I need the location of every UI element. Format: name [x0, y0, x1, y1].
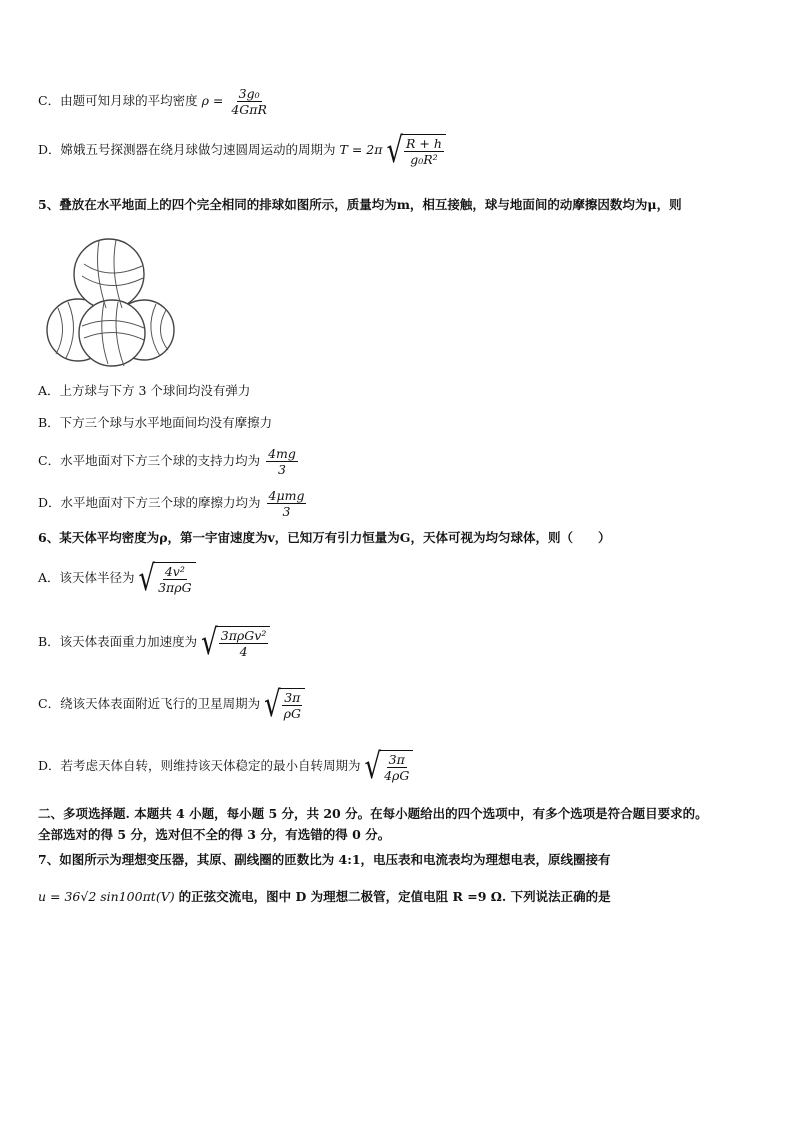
fraction: $\frac{4mg}{3}$ [268, 446, 296, 477]
q5-option-a: A．上方球与下方 3 个球间均没有弹力 [38, 383, 251, 398]
volleyball-front [79, 300, 145, 366]
sqrt-expression: √ $\frac{\text{3πρGv²}}{4}$ [201, 626, 270, 659]
fraction: $\frac{\text{3πρGv²}}{4}$ [220, 628, 267, 659]
q5-option-b: B．下方三个球与水平地面间均没有摩擦力 [38, 415, 273, 430]
q5-option-d: D．水平地面对下方三个球的摩擦力均为 $\frac{\text{4μmg}}{3}$ [38, 488, 305, 519]
q6-option-c: C．绕该天体表面附近飞行的卫星周期为 √ $\frac{3\pi}{\rho G}$ [38, 688, 305, 721]
q7-stem-continued: u = 36√2 sin100πt(V) 的正弦交流电，图中 D 为理想二极管，定值电阻 R =9 Ω. 下列说法正确的是 [38, 889, 611, 904]
q4-option-c: C．由题可知月球的平均密度 ρ = $\frac{\text{3g₀}}{\text{4GπR}}$ [38, 86, 267, 117]
q7-stem: 7、如图所示为理想变压器，其原、副线圈的匝数比为 4:1，电压表和电流表均为理想电表，原线圈接有 [38, 852, 611, 867]
section-2-instructions-line2: 全部选对的得 5 分，选对但不全的得 3 分，有选错的得 0 分。 [38, 827, 391, 842]
fraction: $\frac{\text{4μmg}}{3}$ [268, 488, 305, 519]
sqrt-expression: √ $\frac{\text{4v²}}{\text{3πρG}}$ [139, 562, 196, 595]
q6-stem: 6、某天体平均密度为ρ，第一宇宙速度为v，已知万有引力恒量为G，天体可视为均匀球体，则（ ） [38, 530, 611, 545]
fraction: $\frac{\text{4v²}}{\text{3πρG}}$ [158, 564, 192, 595]
sqrt-expression: √ $\frac{3\pi}{\rho G}$ [264, 688, 305, 721]
q5-option-c: C．水平地面对下方三个球的支持力均为 $\frac{4mg}{3}$ [38, 446, 296, 477]
volleyball-top [74, 239, 144, 309]
q7-voltage-formula: u = 36√2 sin100πt(V) [38, 889, 175, 904]
fraction: $\frac{R + h}{\text{g₀R²}}$ [406, 136, 442, 167]
q6-option-b: B．该天体表面重力加速度为 √ $\frac{\text{3πρGv²}}{4}$ [38, 626, 270, 659]
section-2-instructions-line1: 二、多项选择题. 本题共 4 小题，每小题 5 分，共 20 分。在每小题给出的四个选项中，有多个选项是符合题目要求的。 [38, 806, 708, 821]
q6-option-d: D．若考虑天体自转，则维持该天体稳定的最小自转周期为 √ $\frac{3\pi}{4\rho G}$ [38, 750, 413, 783]
formula-lhs: ρ = [201, 93, 224, 108]
formula-lhs: T = 2π [339, 142, 383, 157]
fraction: $\frac{3\pi}{\rho G}$ [283, 690, 301, 721]
sqrt-expression: √ $\frac{R + h}{\text{g₀R²}}$ [386, 134, 445, 167]
q5-stem: 5、叠放在水平地面上的四个完全相同的排球如图所示，质量均为m，相互接触，球与地面间的动摩擦因数均为μ，则 [38, 197, 682, 212]
q6-option-a: A．该天体半径为 √ $\frac{\text{4v²}}{\text{3πρG}}$ [38, 562, 196, 595]
fraction: $\frac{3\pi}{4\rho G}$ [384, 752, 410, 783]
volleyball-stack-figure [44, 236, 176, 370]
sqrt-expression: √ $\frac{3\pi}{4\rho G}$ [365, 750, 414, 783]
q4-option-d: D．嫦娥五号探测器在绕月球做匀速圆周运动的周期为 T = 2π √ $\frac{R + h}{\text{g₀R²}}$ [38, 134, 446, 167]
fraction: $\frac{\text{3g₀}}{\text{4GπR}}$ [231, 86, 267, 117]
